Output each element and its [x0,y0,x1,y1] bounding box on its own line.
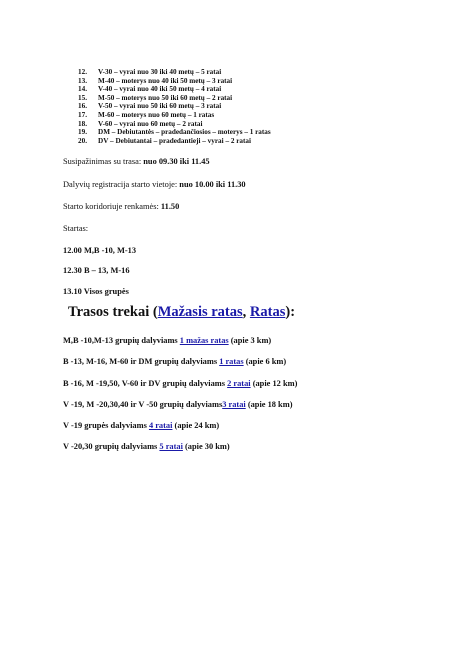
heading-separator: , [242,304,250,320]
list-item-number: 20. [78,136,87,145]
track-link[interactable]: 2 ratai [227,379,251,388]
list-item [78,85,271,94]
track-distance: (apie 12 km) [250,379,298,388]
corridor-value: 11.50 [160,202,180,211]
track-text: V -20,30 grupių dalyviams [63,442,160,451]
start-time-row: 12.30 B – 13, M-16 [63,266,130,275]
list-item [78,102,271,111]
list-item-text: V-40 – vyrai nuo 40 iki 50 metų – 4 ratai [98,85,222,94]
list-item-text: M-60 – moterys nuo 60 metų – 1 ratas [98,110,215,119]
intro-paragraph [63,157,210,166]
list-item [78,137,271,146]
track-distance: (apie 3 km) [228,336,272,345]
track-row [63,442,230,451]
tracks-heading [68,304,295,321]
list-item-number: 12. [78,68,87,76]
list-item-number: 18. [78,119,87,128]
list-item-number: 19. [78,128,87,137]
track-text: B -13, M-16, M-60 ir DM grupių dalyviams [63,357,220,366]
track-text: M,B -10,M-13 grupių dalyviams [63,336,180,345]
start-time-row: 13.10 Visos grupės [63,287,129,296]
list-item [78,120,271,129]
list-item-text: M-50 – moterys nuo 50 iki 60 metų – 2 ratai [98,93,233,102]
list-item-text: V-50 – vyrai nuo 50 iki 60 metų – 3 ratai [98,102,222,111]
starts-label: Startas: [63,224,89,233]
track-distance: (apie 18 km) [245,400,293,409]
track-row [63,357,286,366]
start-time-row: 12.00 M,B -10, M-13 [63,246,137,255]
corridor-label: Starto koridoriuje renkamės: [63,202,159,211]
track-text: V -19 grupės dalyviams [63,421,149,430]
track-row [63,421,219,430]
loop-link[interactable]: Ratas [249,304,286,320]
track-row [63,336,271,345]
list-item-number: 15. [78,93,87,102]
heading-suffix: ): [285,304,296,320]
track-text: V -19, M -20,30,40 ir V -50 grupių dalyviams [63,400,223,409]
list-item-text: V-30 – vyrai nuo 30 iki 40 metų – 5 ratai [98,68,222,76]
list-item [78,128,271,137]
list-item-text: DV – Debiutantai – pradedantieji – vyrai – 2 ratai [98,136,251,145]
list-item-number: 13. [78,76,87,85]
track-distance: (apie 30 km) [182,442,230,451]
track-distance: (apie 24 km) [172,421,220,430]
list-item [78,111,271,120]
track-row [63,400,292,409]
track-row [63,379,297,388]
list-item [78,94,271,103]
track-distance: (apie 6 km) [243,357,287,366]
category-list [78,68,271,145]
heading-prefix: Trasos trekai ( [68,304,158,320]
small-loop-link[interactable]: Mažasis ratas [157,304,243,320]
list-item [78,68,271,77]
intro-label: Susipažinimas su trasa: [63,157,142,166]
track-link[interactable]: 5 ratai [159,442,183,451]
list-item-number: 14. [78,85,87,94]
list-item-number: 17. [78,110,87,119]
list-item-number: 16. [78,102,87,111]
list-item-text: M-40 – moterys nuo 40 iki 50 metų – 3 ratai [98,76,233,85]
intro-value: nuo 09.30 iki 11.45 [143,157,210,166]
corridor-paragraph [63,202,179,211]
registration-paragraph [63,180,246,189]
track-text: B -16, M -19,50, V-60 ir DV grupių dalyviams [63,379,228,388]
track-link[interactable]: 1 mažas ratas [179,336,229,345]
list-item [78,77,271,86]
registration-label: Dalyvių registracija starto vietoje: [63,180,178,189]
list-item-text: V-60 – vyrai nuo 60 metų – 2 ratai [98,119,203,128]
list-item-text: DM – Debiutantės – pradedančiosios – moterys – 1 ratas [98,128,271,137]
registration-value: nuo 10.00 iki 11.30 [179,180,246,189]
track-link[interactable]: 3 ratai [222,400,246,409]
track-link[interactable]: 4 ratai [148,421,173,430]
track-link[interactable]: 1 ratas [219,357,244,366]
